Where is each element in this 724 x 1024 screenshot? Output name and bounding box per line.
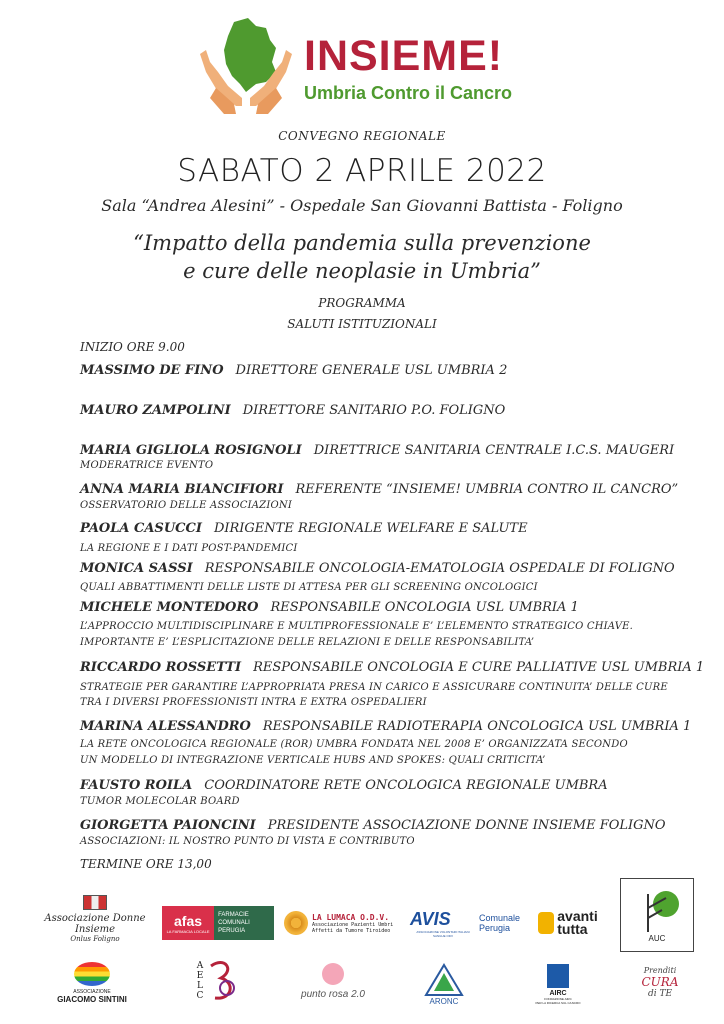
sintini-line1: ASSOCIAZIONE <box>73 989 111 995</box>
speaker-name: PAOLA CASUCCI <box>80 521 202 536</box>
afas-text-block <box>214 906 274 940</box>
speaker-note: L’APPROCCIO MULTIDISCIPLINARE E MULTIPROFESSIONALE E’ L’ELEMENTO STRATEGICO CHIAVE. <box>80 621 634 632</box>
event-venue: Sala “Andrea Alesini” - Ospedale San Giovanni Battista - Foligno <box>101 196 623 215</box>
speaker-name: RICCARDO ROSSETTI <box>80 660 242 675</box>
umbria-hands-icon <box>196 14 296 120</box>
speaker-note: LA RETE ONCOLOGICA REGIONALE (ROR) UMBRA FONDATA NEL 2008 E’ ORGANIZZATA SECONDO <box>80 739 628 750</box>
speaker-role: RESPONSABILE RADIOTERAPIA ONCOLOGICA USL UMBRIA 1 <box>262 719 692 734</box>
sponsor-lumaca <box>284 904 400 942</box>
aronc-triangle-icon <box>424 963 464 997</box>
sintini-rainbow-icon <box>74 962 110 986</box>
avanti-text <box>557 910 597 936</box>
speaker-note: LA REGIONE E I DATI POST-PANDEMICI <box>80 543 298 554</box>
topic-line-2: e cure delle neoplasie in Umbria” <box>183 259 541 283</box>
insieme-logo <box>196 14 296 120</box>
speaker-name: MICHELE MONTEDORO <box>80 600 259 615</box>
speaker-row <box>80 719 691 734</box>
sponsor-aelc <box>188 950 246 1012</box>
airc-line2: PER LA RICERCA SUL CANCRO <box>535 1000 581 1005</box>
speaker-role: DIRETTORE SANITARIO P.O. FOLIGNO <box>242 403 506 418</box>
speaker-name: MARINA ALESSANDRO <box>80 719 251 734</box>
speaker-row <box>80 403 505 418</box>
topic-line-1: “Impatto della pandemia sulla prevenzione <box>133 231 591 255</box>
speaker-name: MARIA GIGLIOLA ROSIGNOLI <box>80 443 302 458</box>
speaker-role: RESPONSABILE ONCOLOGIA USL UMBRIA 1 <box>270 600 579 615</box>
avis-text <box>479 913 520 933</box>
afas-line1: FARMACIE <box>218 912 249 918</box>
avis-line2: Perugia <box>478 923 510 933</box>
speaker-role: DIRETTRICE SANITARIA CENTRALE I.C.S. MAUGERI <box>313 443 675 458</box>
sponsor-airc <box>528 954 588 1014</box>
logo-subtitle: Umbria Contro il Cancro <box>304 83 513 103</box>
donne-insieme-icon <box>83 895 107 910</box>
afas-mark-sub: LA FARMACIA LOCALE <box>166 928 210 934</box>
sponsor-punto-rosa <box>288 956 378 1006</box>
donne-insieme-city: Onlus Foligno <box>70 935 120 943</box>
speaker-note: ASSOCIAZIONI: IL NOSTRO PUNTO DI VISTA E CONTRIBUTO <box>80 836 415 847</box>
avis-mark-block <box>410 909 476 938</box>
speaker-note: MODERATRICE EVENTO <box>80 460 214 471</box>
thumbs-up-icon <box>538 912 554 934</box>
speaker-row <box>80 818 666 833</box>
sponsor-prenditi-cura <box>628 954 692 1010</box>
speaker-row <box>80 660 704 675</box>
prenditi-line1: Prenditi <box>643 965 677 975</box>
aelc-label: AELC <box>195 961 205 1001</box>
speaker-note: UN MODELLO DI INTEGRAZIONE VERTICALE HUBS AND SPOKES: QUALI CRITICITA’ <box>80 755 546 766</box>
sponsor-donne-insieme <box>30 895 160 943</box>
afas-mark-text: afas <box>174 912 203 929</box>
event-type: CONVEGNO REGIONALE <box>278 129 446 143</box>
punto-rosa-label: punto rosa 2.0 <box>301 988 365 1000</box>
auc-label: AUC <box>648 933 666 943</box>
airc-mark-icon <box>547 964 569 988</box>
sintini-line2: GIACOMO SINTINI <box>57 995 127 1004</box>
speaker-role: COORDINATORE RETE ONCOLOGICA REGIONALE UMBRA <box>204 778 608 793</box>
speaker-name: GIORGETTA PAIONCINI <box>80 818 256 833</box>
speaker-role: DIRIGENTE REGIONALE WELFARE E SALUTE <box>213 521 528 536</box>
lumaca-line1: Associazione Pazienti Umbri <box>312 921 394 928</box>
speaker-row <box>80 778 608 793</box>
aelc-symbol-icon <box>205 956 239 1006</box>
speaker-row <box>80 600 579 615</box>
speaker-note: OSSERVATORIO DELLE ASSOCIAZIONI <box>80 500 292 511</box>
speaker-name: MONICA SASSI <box>80 561 193 576</box>
prenditi-line2: CURA <box>641 974 679 989</box>
speaker-role: DIRETTORE GENERALE USL UMBRIA 2 <box>235 363 508 378</box>
donne-insieme-name: Associazione Donne Insieme <box>44 913 146 935</box>
speaker-role: PRESIDENTE ASSOCIAZIONE DONNE INSIEME FOLIGNO <box>267 818 666 833</box>
avanti-line2: tutta <box>557 921 588 937</box>
airc-line1: FONDAZIONE AIRC <box>544 996 572 1001</box>
speaker-name: MAURO ZAMPOLINI <box>80 403 231 418</box>
tree-icon <box>632 888 682 934</box>
afas-line3: PERUGIA <box>218 928 246 934</box>
sponsor-sintini <box>48 958 136 1008</box>
aronc-label: ARONC <box>429 996 459 1006</box>
speaker-row <box>80 443 674 458</box>
speaker-role: REFERENTE “INSIEME! UMBRIA CONTRO IL CANCRO” <box>295 482 679 497</box>
saluti-heading: SALUTI ISTITUZIONALI <box>287 317 437 331</box>
prenditi-line3: di TE <box>647 988 673 999</box>
speaker-row <box>80 482 678 497</box>
lumaca-line2: Affetti da Tumore Tiroideo <box>312 927 391 934</box>
speaker-role: RESPONSABILE ONCOLOGIA E CURE PALLIATIVE USL UMBRIA 1 <box>253 660 705 675</box>
speaker-name: ANNA MARIA BIANCIFIORI <box>80 482 284 497</box>
speaker-note: QUALI ABBATTIMENTI DELLE LISTE DI ATTESA PER GLI SCREENING ONCOLOGICI <box>80 582 538 593</box>
speaker-name: FAUSTO ROILA <box>80 778 193 793</box>
sponsor-aronc <box>414 956 474 1012</box>
speaker-row <box>80 521 528 536</box>
sponsor-afas <box>162 906 274 940</box>
speaker-note: STRATEGIE PER GARANTIRE L’APPROPRIATA PRESA IN CARICO E ASSICURARE CONTINUITA’ DELLE CURE <box>80 682 668 693</box>
avis-tag: ASSOCIAZIONE VOLONTARI ITALIANI SANGUE ODV <box>416 929 470 938</box>
logo-title: INSIEME! <box>304 32 504 80</box>
speaker-note: TUMOR MOLECOLAR BOARD <box>80 796 240 807</box>
event-date: SABATO 2 APRILE 2022 <box>177 153 547 189</box>
afas-line2: COMUNALI <box>218 920 250 926</box>
airc-label: AIRC <box>549 989 567 997</box>
avis-mark: AVIS <box>410 908 451 929</box>
avanti-line1: avanti <box>557 908 598 924</box>
snail-icon <box>284 911 308 935</box>
rose-icon <box>322 963 344 985</box>
avis-line1: Comunale <box>478 913 520 923</box>
lumaca-text <box>312 913 393 934</box>
lumaca-title: LA LUMACA O.D.V. <box>312 912 390 922</box>
speaker-note: TRA I DIVERSI PROFESSIONISTI INTRA E EXTRA OSPEDALIERI <box>80 697 427 708</box>
speaker-note: IMPORTANTE E’ L’ESPLICITAZIONE DELLE RELAZIONI E DELLE RESPONSABILITA’ <box>80 637 535 648</box>
speaker-role: RESPONSABILE ONCOLOGIA-EMATOLOGIA OSPEDALE DI FOLIGNO <box>204 561 675 576</box>
speaker-name: MASSIMO DE FINO <box>80 363 224 378</box>
speaker-row <box>80 561 675 576</box>
speaker-row <box>80 363 507 378</box>
sponsor-avanti-tutta <box>528 904 608 942</box>
programma-heading: PROGRAMMA <box>318 296 406 310</box>
sponsor-auc <box>620 878 694 952</box>
end-time: TERMINE ORE 13,00 <box>80 857 212 871</box>
start-time: INIZIO ORE 9.00 <box>80 340 185 354</box>
afas-mark <box>162 906 214 940</box>
sponsor-avis <box>410 906 520 940</box>
